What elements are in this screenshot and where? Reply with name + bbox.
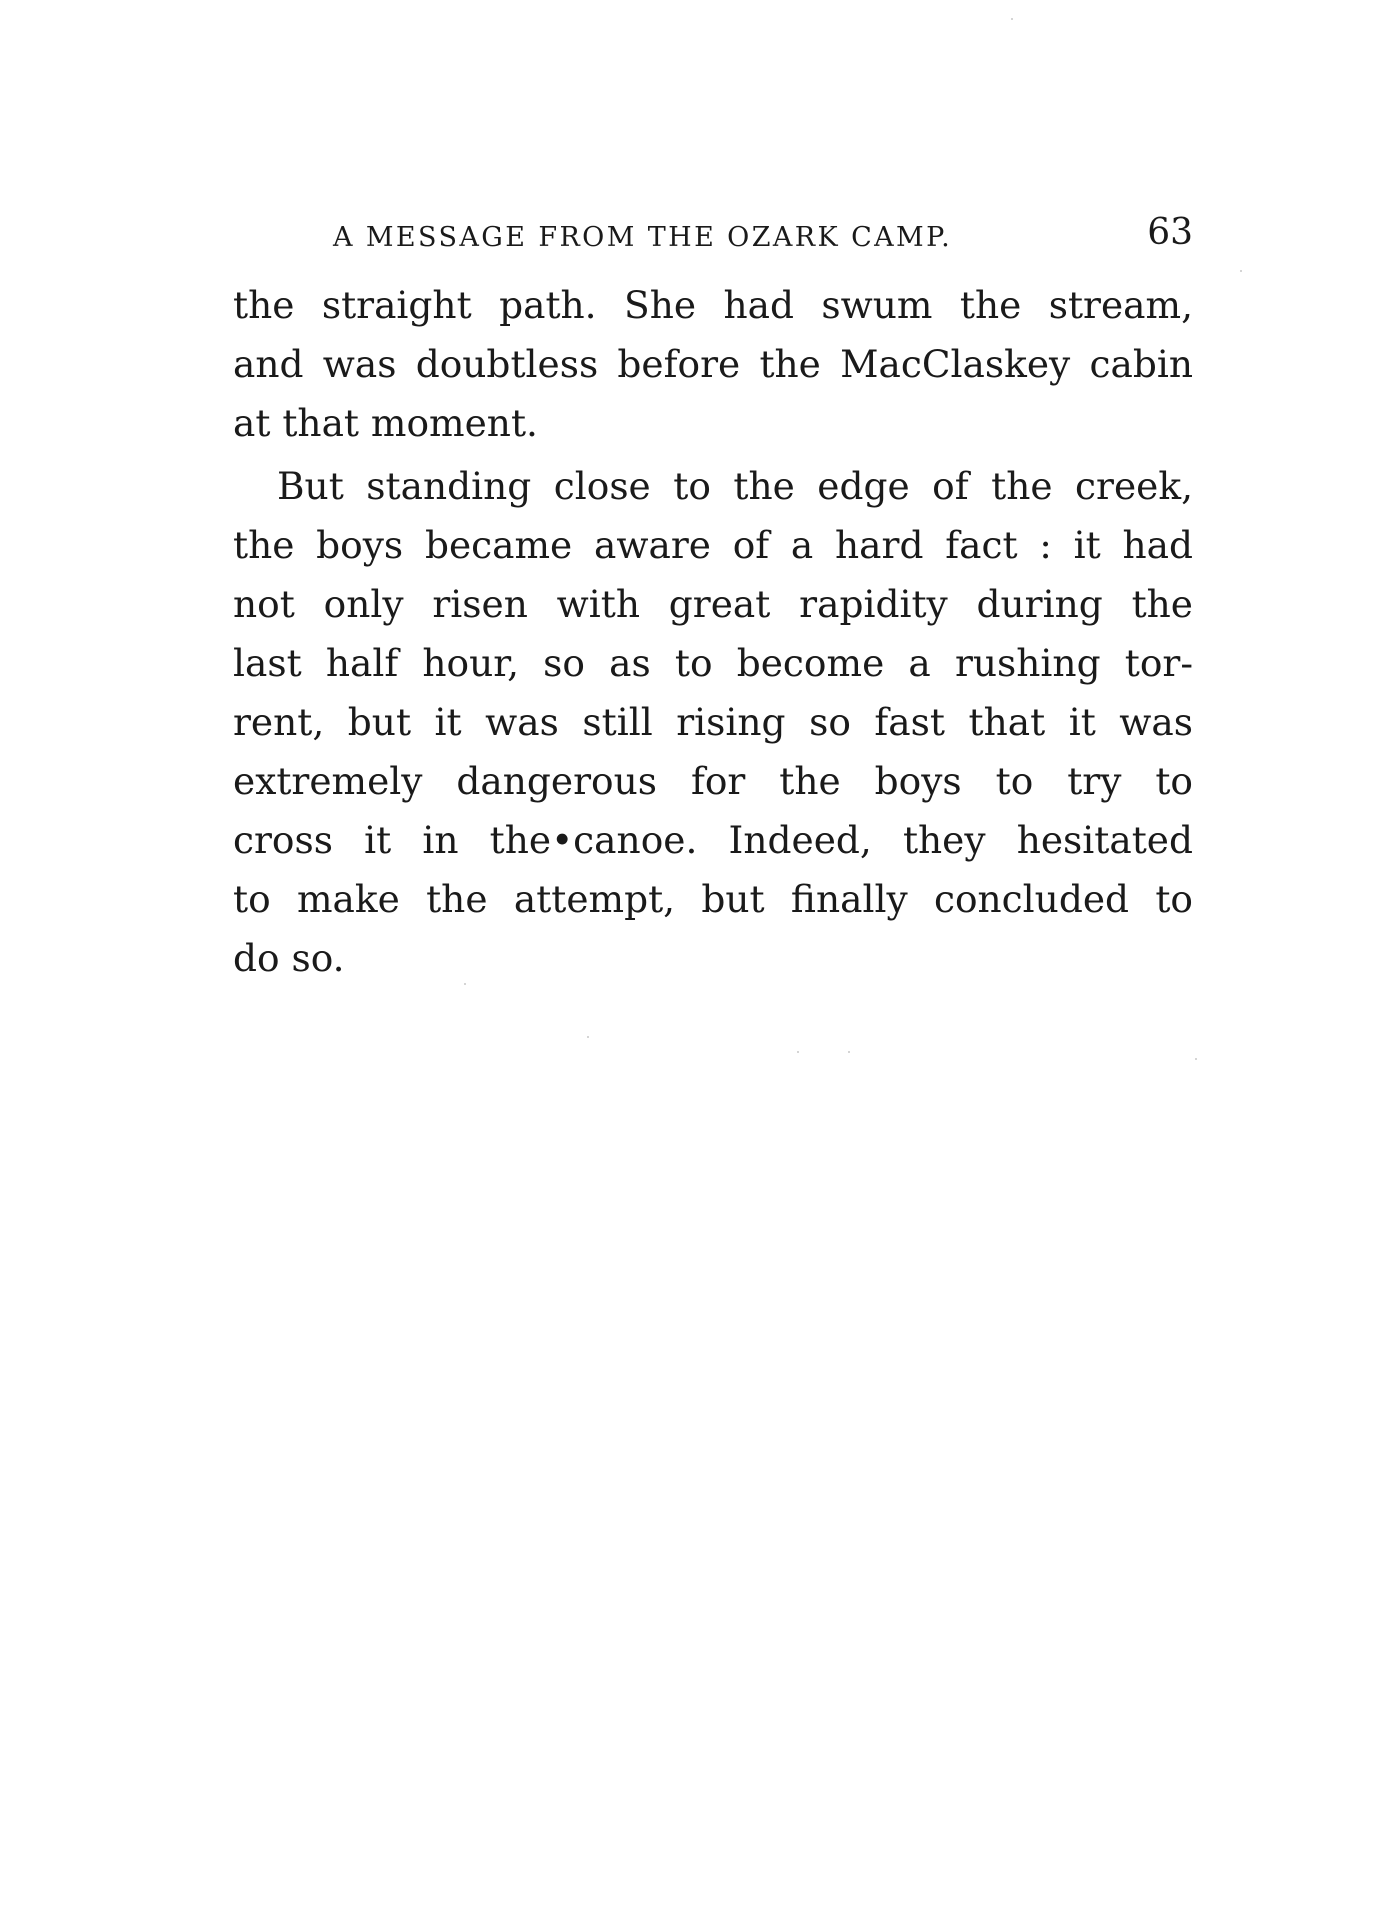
paper-speck: [848, 1051, 850, 1053]
text-line: and was doubtless before the MacClaskey cabin: [233, 342, 1193, 386]
text-line: the boys became aware of a hard fact : it had: [233, 523, 1193, 567]
running-head: [233, 212, 1193, 262]
paper-speck: [797, 1051, 799, 1053]
text-line: extremely dangerous for the boys to try to: [233, 759, 1193, 803]
paper-speck: [1240, 270, 1242, 272]
paper-speck: [587, 1036, 589, 1038]
paper-speck: [1011, 18, 1013, 20]
text-line: cross it in the•canoe. Indeed, they hesitated: [233, 818, 1193, 862]
paper-speck: [1195, 1058, 1197, 1060]
text-line: But standing close to the edge of the creek,: [277, 464, 1193, 508]
text-line: rent, but it was still rising so fast that it was: [233, 700, 1193, 744]
paragraph-2: [233, 457, 1193, 988]
running-title: A MESSAGE FROM THE OZARK CAMP.: [333, 222, 953, 253]
page-number: 63: [1147, 212, 1193, 253]
paper-speck: [464, 983, 466, 985]
text-line: to make the attempt, but finally concluded to: [233, 877, 1193, 921]
text-line: the straight path. She had swum the stream,: [233, 283, 1193, 327]
text-line: not only risen with great rapidity during the: [233, 582, 1193, 626]
paragraph-1: [233, 276, 1193, 453]
text-line: at that moment.: [233, 401, 538, 445]
body-text: [233, 276, 1193, 988]
text-line: do so.: [233, 936, 345, 980]
text-line: last half hour, so as to become a rushing tor-: [233, 641, 1193, 685]
